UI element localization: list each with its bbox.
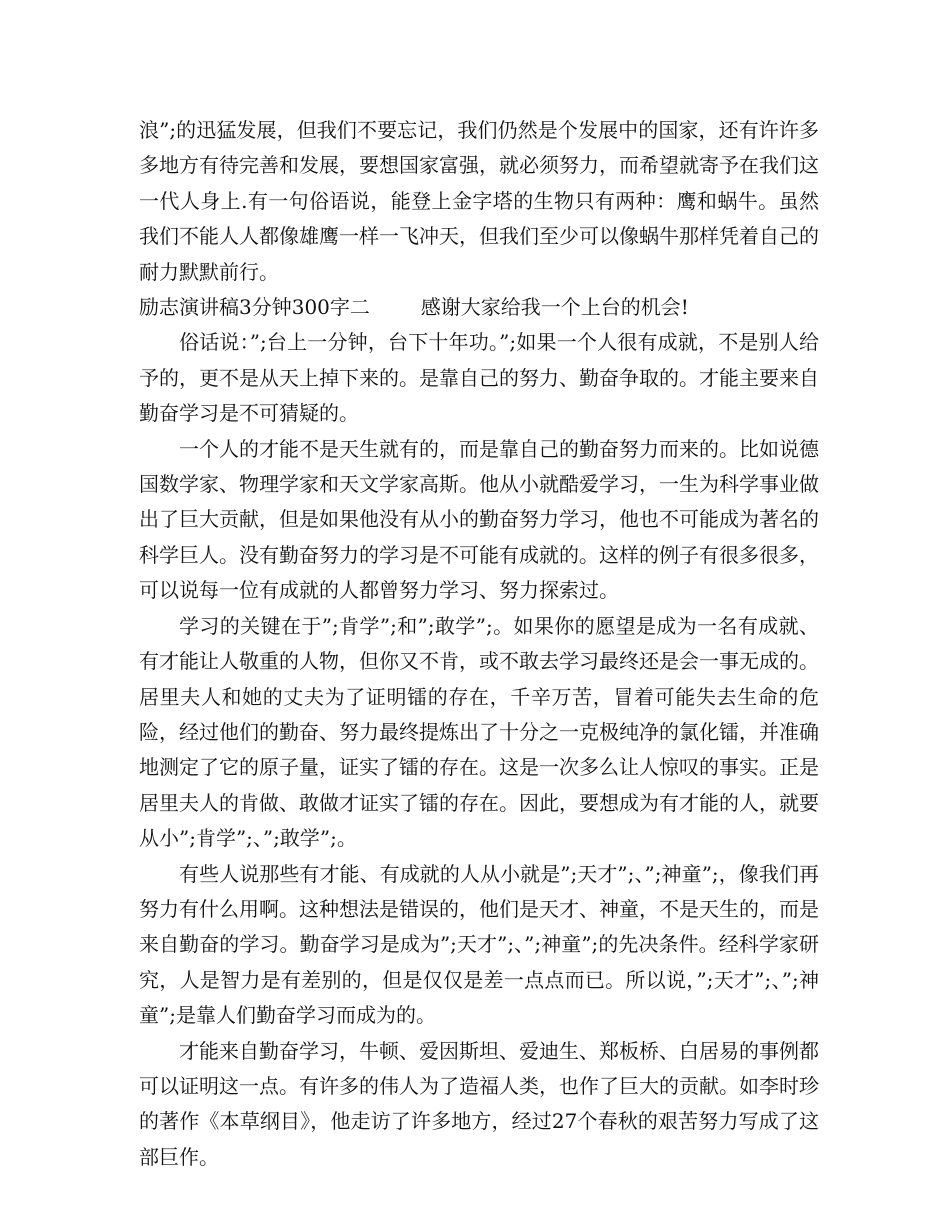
document-body — [139, 113, 819, 1175]
paragraph-continuation: 浪”;的迅猛发展，但我们不要忘记，我们仍然是个发展中的国家，还有许许多多地方有待完善和发展，要想国家富强，就必须努力，而希望就寄予在我们这一代人身上.有一句俗语说，能登上金字塔的生物只有两种：鹰和蜗牛。虽然我们不能人人都像雄鹰一样一飞冲天，但我们至少可以像蜗牛那样凭着自己的耐力默默前行。 — [139, 118, 819, 284]
paragraph: 学习的关键在于”;肯学”;和”;敢学”;。如果你的愿望是成为一名有成就、有才能让人敬重的人物，但你又不肯，或不敢去学习最终还是会一事无成的。居里夫人和她的丈夫为了证明镭的存在，千辛万苦，冒着可能失去生命的危险，经过他们的勤奋、努力最终提炼出了十分之一克极纯净的氯化镭，并准确地测定了它的原子量，证实了镭的存在。这是一次多么让人惊叹的事实。正是居里夫人的肯做、敢做才证实了镭的存在。因此，要想成为有才能的人，就要从小”;肯学”;、”;敢学”;。 — [139, 613, 819, 851]
section-heading-line — [139, 290, 819, 325]
paragraph: 有些人说那些有才能、有成就的人从小就是”;天才”;、”;神童”;，像我们再努力有什么用啊。这种想法是错误的，他们是天才、神童，不是天生的，而是来自勤奋的学习。勤奋学习是成为”;天才”;、”;神童”;的先决条件。经科学家研究，人是智力是有差别的，但是仅仅是差一点点而已。所以说，”;天才”;、”;神童”;是靠人们勤奋学习而成为的。 — [139, 861, 819, 1028]
paragraph: 一个人的才能不是天生就有的，而是靠自己的勤奋努力而来的。比如说德国数学家、物理学家和天文学家高斯。他从小就酷爱学习，一生为科学事业做出了巨大贡献，但是如果他没有从小的勤奋努力学习，他也不可能成为著名的科学巨人。没有勤奋努力的学习是不可能有成就的。这样的例子有很多很多，可以说每一位有成就的人都曾努力学习、努力探索过。 — [139, 436, 819, 603]
opening-sentence: 感谢大家给我一个上台的机会! — [420, 295, 689, 320]
section-heading: 励志演讲稿3分钟300字二 — [139, 295, 370, 320]
paragraph: 俗话说：”;台上一分钟，台下十年功。”;如果一个人很有成就，不是别人给予的，更不是从天上掉下来的。是靠自己的努力、勤奋争取的。才能主要来自勤奋学习是不可猜疑的。 — [139, 330, 819, 426]
paragraph: 才能来自勤奋学习，牛顿、爱因斯坦、爱迪生、郑板桥、白居易的事例都可以证明这一点。有许多的伟人为了造福人类，也作了巨大的贡献。如李时珍的著作《本草纲目》，他走访了许多地方，经过27个春秋的艰苦努力写成了这部巨作。 — [139, 1038, 819, 1169]
